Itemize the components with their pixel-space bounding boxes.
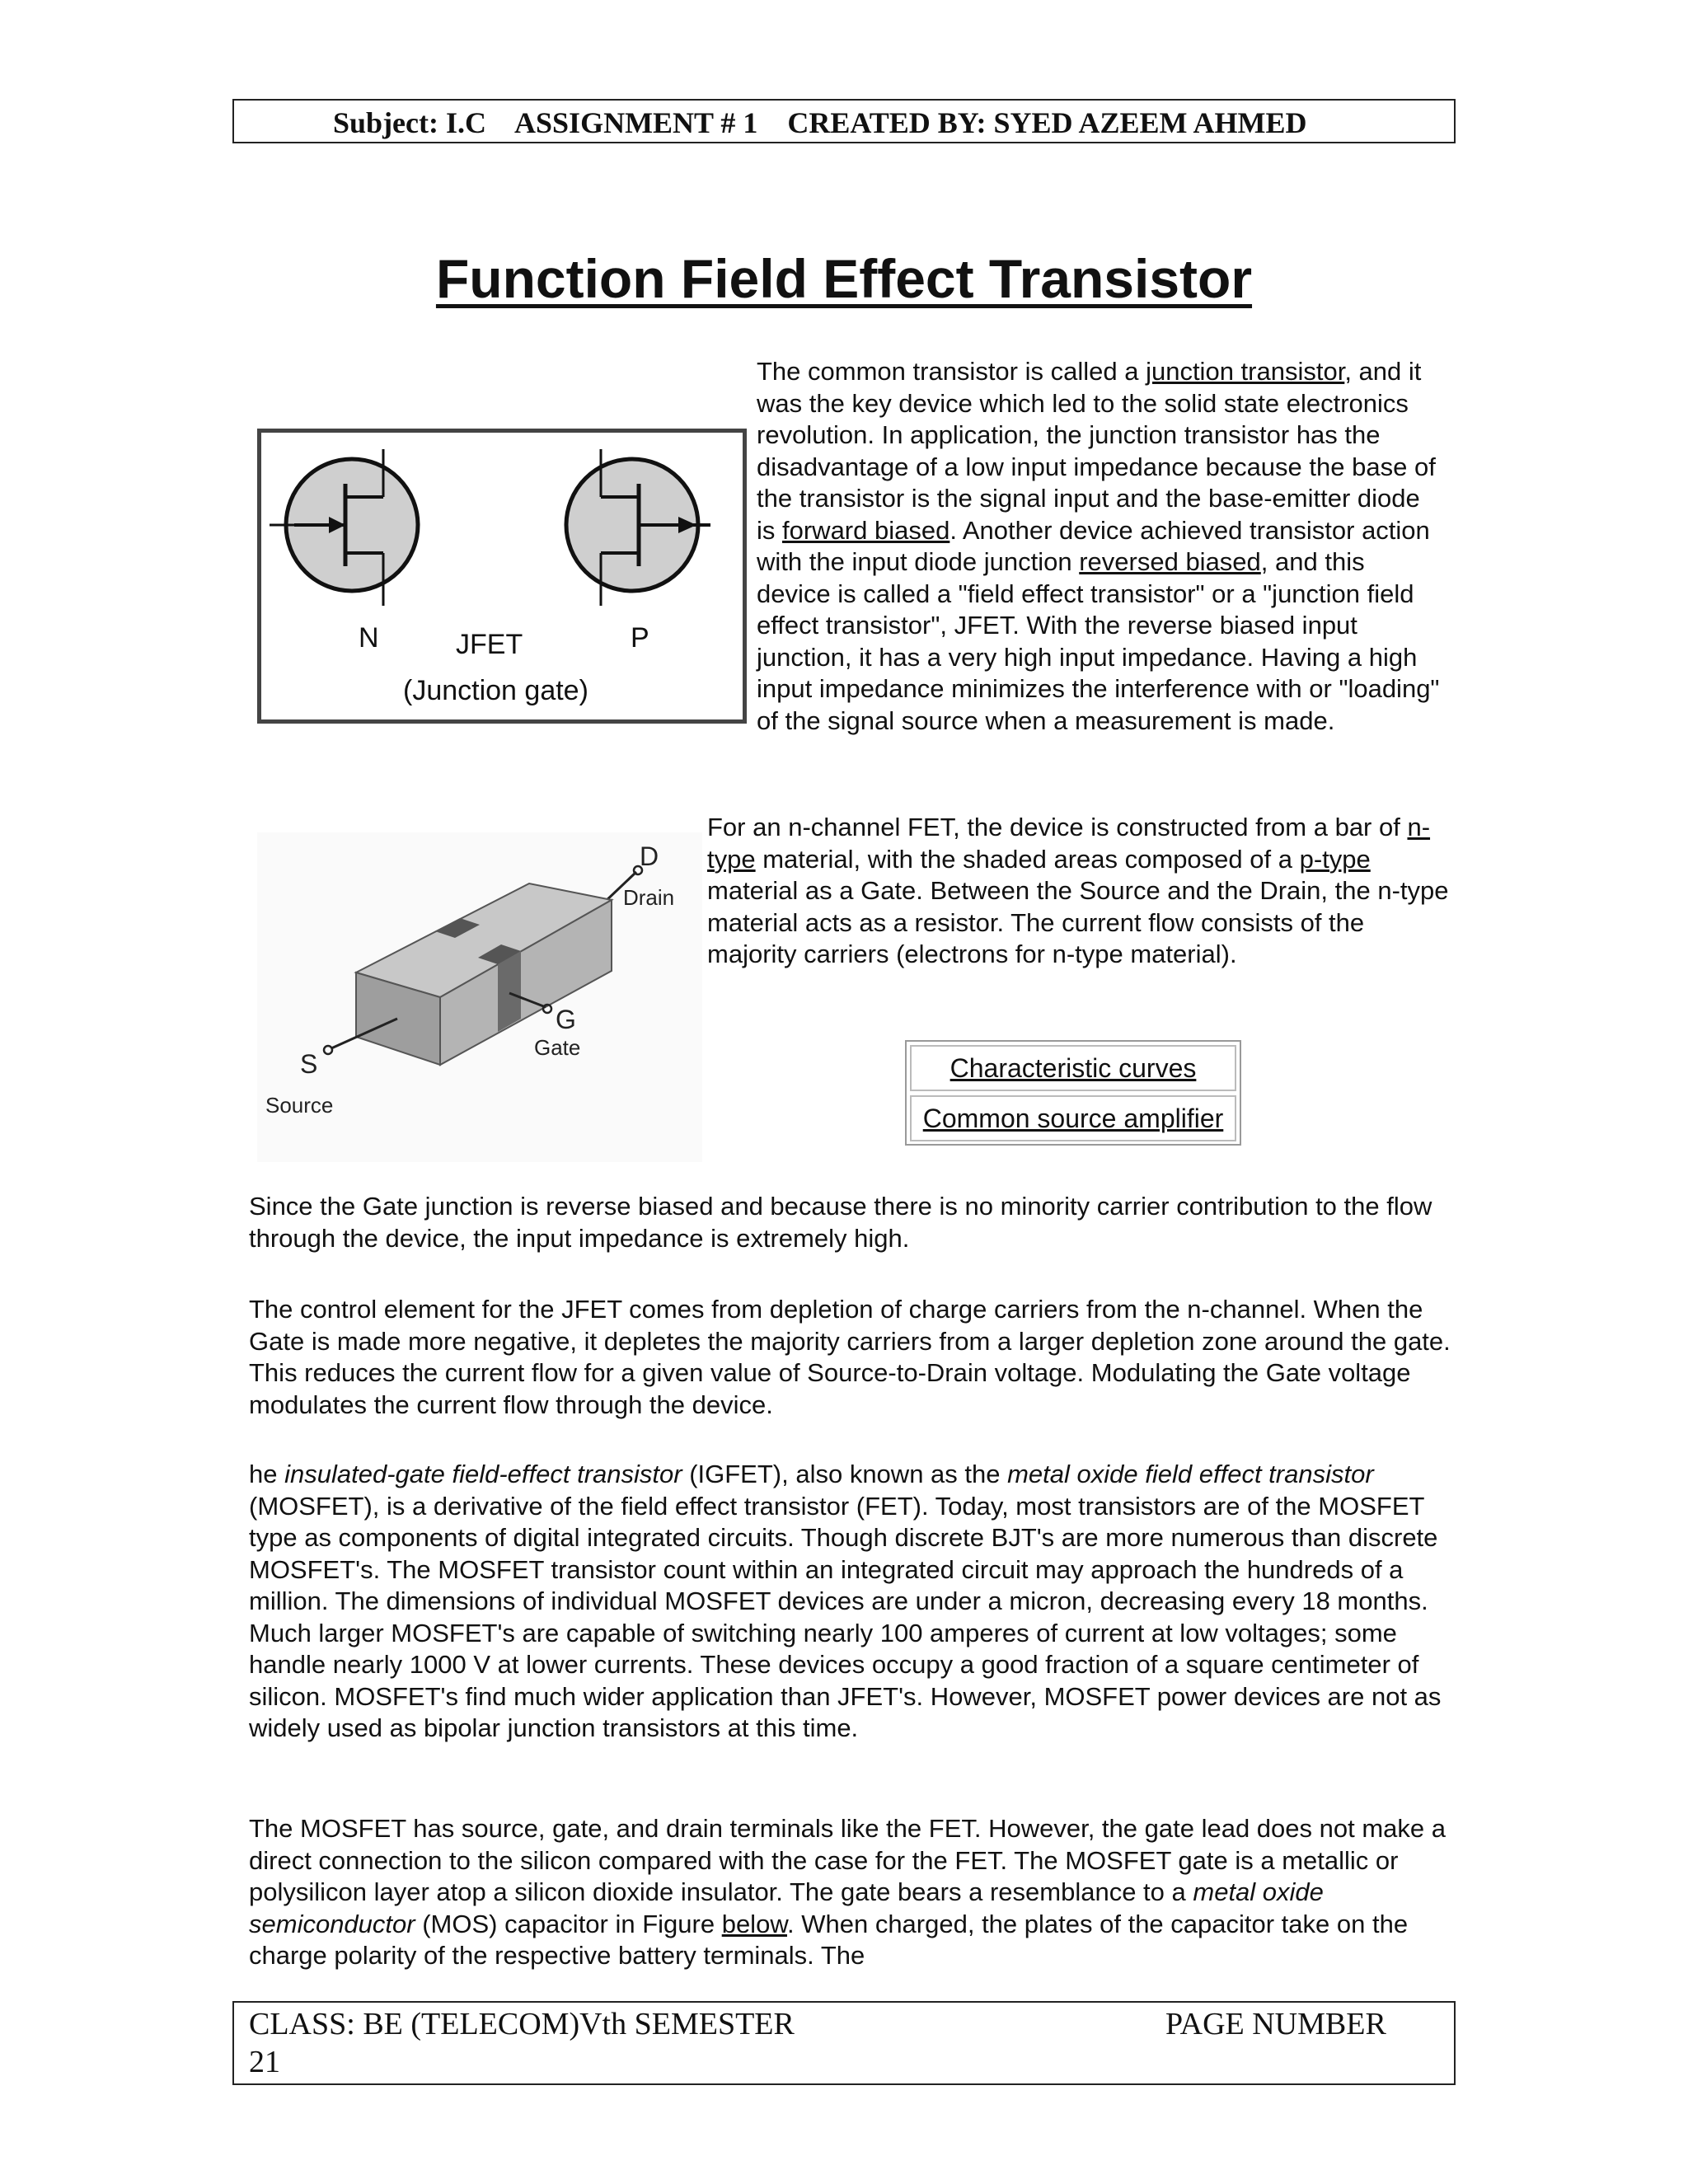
intro-text-1: The common transistor is called a [757, 357, 1146, 386]
figure-label-source: Source [265, 1093, 334, 1118]
footer-page-label: PAGE NUMBER [1165, 2007, 1386, 2041]
forward-biased-link[interactable]: forward biased [782, 515, 950, 545]
intro-text-2: , and it was the key device which led to the solid state electronics revolution. In application, the junction transistor has the disadvantage of a low input impedance because the base of the transistor is the signal input and the base-emitter diode is [757, 357, 1436, 545]
mosfet2-text-3: . When charged, the plates of the capacitor take on the charge polarity of the respective battery terminals. The [249, 1909, 1409, 1970]
figure-label-jfet: JFET [456, 629, 523, 660]
gate-junction-paragraph: Since the Gate junction is reverse biased and because there is no minority carrier contribution to the flow through the device, the input impedance is extremely high. [249, 1192, 1432, 1253]
p-type-link[interactable]: p-type [1299, 844, 1371, 874]
jfet-bar-figure [257, 832, 702, 1162]
control-element-paragraph: The control element for the JFET comes from depletion of charge carriers from the n-channel. When the Gate is made more negative, it depletes the majority carriers from a larger depletion zone around the gate. This reduces the current flow for a given value of Source-to-Drain voltage. Modulating the Gate voltage modulates the current flow through the device. [249, 1295, 1451, 1419]
mosfet2-italic-1: metal oxide semiconductor [249, 1877, 1324, 1938]
footer-page-number: 21 [249, 2045, 280, 2079]
reversed-biased-link[interactable]: reversed biased [1079, 547, 1261, 576]
header-assignment: ASSIGNMENT # 1 [514, 106, 758, 139]
mosfet-gate-paragraph [249, 1813, 1452, 1972]
intro-paragraph [757, 356, 1441, 737]
intro-text-3: . Another device achieved transistor action with the input diode junction [757, 515, 1430, 576]
mosfet2-text-2: (MOS) capacitor in Figure [415, 1909, 722, 1938]
nchannel-text-2: material, with the shaded areas composed of a [755, 844, 1300, 874]
related-links-table [905, 1040, 1241, 1146]
p-channel-jfet-symbol [566, 449, 710, 606]
figure-label-n: N [359, 622, 379, 654]
page-header [232, 99, 1456, 143]
figure-label-d: D [640, 841, 659, 871]
below-link[interactable]: below [721, 1909, 787, 1938]
jfet-symbols-diagram [261, 433, 743, 719]
figure-label-junction-gate: (Junction gate) [403, 675, 588, 706]
mosfet-text-1: he [249, 1460, 285, 1488]
mosfet-text-3: (MOSFET), is a derivative of the field effect transistor (FET). Today, most transistors are of the MOSFET type as components of digital integrated circuits. Though discrete BJT's are more numerous than discrete MOSFET's. The MOSFET transistor count within an integrated circuit may approach the hundreds of a million. The dimensions of individual MOSFET devices are under a micron, decreasing every 18 months. Much larger MOSFET's are capable of switching nearly 100 amperes of current at low voltages; some handle nearly 1000 V at lower currents. These devices occupy a good fraction of a square centimeter of silicon. MOSFET's find much wider application than JFET's. However, MOSFET power devices are not as widely used as bipolar junction transistors at this time. [249, 1491, 1442, 1742]
jfet-bar-diagram [257, 832, 702, 1162]
figure-label-s: S [300, 1049, 318, 1079]
nchannel-text-3: material as a Gate. Between the Source and the Drain, the n-type material acts as a resistor. The current flow consists of the majority carriers (electrons for n-type material). [707, 876, 1449, 968]
common-source-amplifier-link[interactable]: Common source amplifier [910, 1095, 1236, 1141]
characteristic-curves-link[interactable]: Characteristic curves [910, 1045, 1236, 1091]
mosfet2-text-1: The MOSFET has source, gate, and drain terminals like the FET. However, the gate lead does not make a direct connection to the silicon compared with the case for the FET. The MOSFET gate is a metallic or polysilicon layer atop a silicon dioxide insulator. The gate bears a resemblance to a [249, 1814, 1447, 1906]
header-created-by: CREATED BY: SYED AZEEM AHMED [787, 106, 1307, 139]
page-title: Function Field Effect Transistor [435, 248, 1253, 309]
mosfet-italic-1: insulated-gate field-effect transistor [284, 1460, 682, 1488]
n-type-link[interactable]: n-type [707, 813, 1431, 874]
footer-class: CLASS: BE (TELECOM)Vth SEMESTER [249, 2007, 795, 2041]
header-subject: Subject: I.C [333, 106, 486, 139]
intro-text-4: , and this device is called a "field effect transistor" or a "junction field effect transistor", JFET. With the reverse biased input junction, it has a very high input impedance. Having a high input impedance minimizes the interference with or "loading" of the signal source when a measurement is made. [757, 547, 1440, 735]
mosfet-text-2: (IGFET), also known as the [682, 1460, 1008, 1488]
mosfet-paragraph [249, 1459, 1452, 1745]
n-channel-jfet-symbol [270, 449, 418, 606]
nchannel-paragraph [707, 812, 1449, 971]
figure-label-drain: Drain [623, 885, 675, 910]
nchannel-text-1: For an n-channel FET, the device is constructed from a bar of [707, 813, 1408, 841]
junction-transistor-link[interactable]: junction transistor [1146, 357, 1345, 386]
figure-label-g: G [556, 1005, 576, 1034]
jfet-symbol-figure [257, 429, 747, 724]
figure-label-gate: Gate [534, 1035, 581, 1060]
header-text [333, 105, 1307, 140]
mosfet-italic-2: metal oxide field effect transistor [1007, 1460, 1374, 1488]
page-footer [232, 2001, 1456, 2085]
figure-label-p: P [631, 622, 649, 654]
